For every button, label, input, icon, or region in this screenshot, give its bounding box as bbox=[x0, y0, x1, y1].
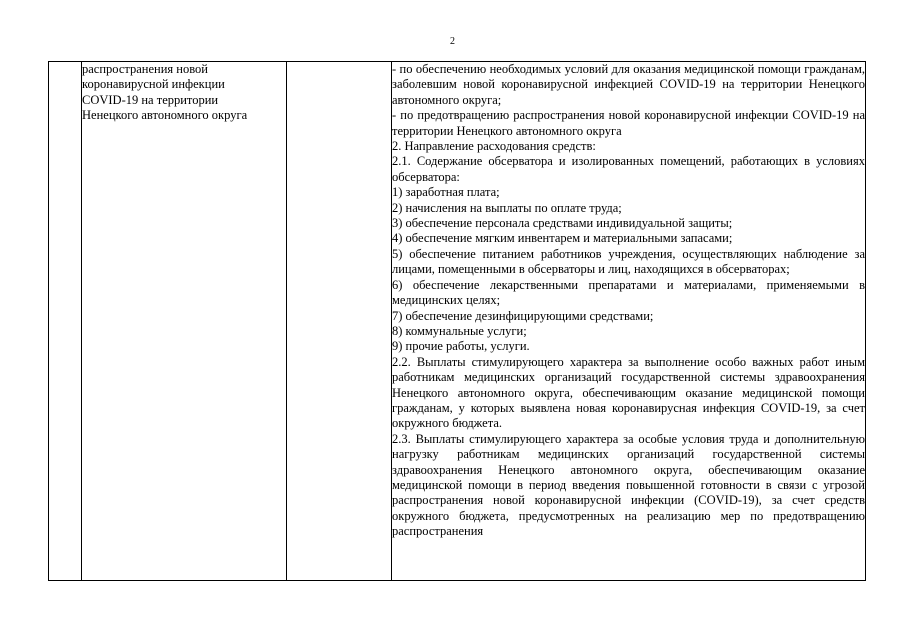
description-paragraph: - по обеспечению необходимых условий для оказания медицинской помощи гражданам, заболевшим новой коронавирусной инфекцией COVID-19 на территории Ненецкого автономного округа; bbox=[392, 62, 865, 107]
table-row bbox=[49, 62, 866, 581]
description-paragraph: 9) прочие работы, услуги. bbox=[392, 339, 530, 354]
description-paragraph: 2.3. Выплаты стимулирующего характера за особые условия труда и дополнительную нагрузку работникам медицинских организаций государственной системы здравоохранения Ненецкого автономного округа, обеспечивающим оказание медицинской помощи в период введения повышенной готовности в связи с угрозой распространения новой коронавирусной инфекции (COVID-19), за счет средств окружного бюджета, предусмотренных на реализацию мер по предотвращению распространения bbox=[392, 431, 865, 539]
table-cell-empty bbox=[287, 62, 392, 581]
description-paragraph: 2) начисления на выплаты по оплате труда; bbox=[392, 200, 622, 215]
description-paragraph: 6) обеспечение лекарственными препаратами и материалами, применяемыми в медицинских целях; bbox=[392, 277, 865, 308]
description-paragraph: 2.1. Содержание обсерватора и изолированных помещений, работающих в условиях обсерватора: bbox=[392, 154, 865, 184]
table-cell-description bbox=[392, 62, 866, 581]
table-cell-number bbox=[49, 62, 82, 581]
description-paragraph: 8) коммунальные услуги; bbox=[392, 323, 527, 338]
description-paragraph: 2.2. Выплаты стимулирующего характера за выполнение особо важных работ иным работникам медицинских организаций государственной системы здравоохранения Ненецкого автономного округа, обеспечивающим оказание медицинской помощи гражданам, у которых выявлена новая коронавирусная инфекция COVID-19, за счет окружного бюджета. bbox=[392, 354, 865, 431]
description-paragraph: - по предотвращению распространения новой коронавирусной инфекции COVID-19 на территории Ненецкого автономного округа bbox=[392, 108, 865, 138]
page-number: 2 bbox=[450, 36, 455, 47]
document-table bbox=[48, 61, 866, 581]
name-line: COVID-19 на территории bbox=[82, 92, 219, 107]
name-line: Ненецкого автономного округа bbox=[82, 108, 248, 123]
description-paragraph: 2. Направление расходования средств: bbox=[392, 139, 596, 154]
description-paragraph: 1) заработная плата; bbox=[392, 185, 500, 200]
description-paragraph: 3) обеспечение персонала средствами индивидуальной защиты; bbox=[392, 216, 733, 231]
table-cell-name bbox=[82, 62, 287, 581]
name-line: коронавирусной инфекции bbox=[82, 77, 225, 92]
description-paragraph: 5) обеспечение питанием работников учреждения, осуществляющих наблюдение за лицами, помещенными в обсерваторы и лиц, находящихся в обсерваторах; bbox=[392, 246, 865, 277]
description-paragraph: 7) обеспечение дезинфицирующими средствами; bbox=[392, 308, 654, 323]
name-line: распространения новой bbox=[82, 62, 208, 76]
description-paragraph: 4) обеспечение мягким инвентарем и материальными запасами; bbox=[392, 231, 733, 246]
